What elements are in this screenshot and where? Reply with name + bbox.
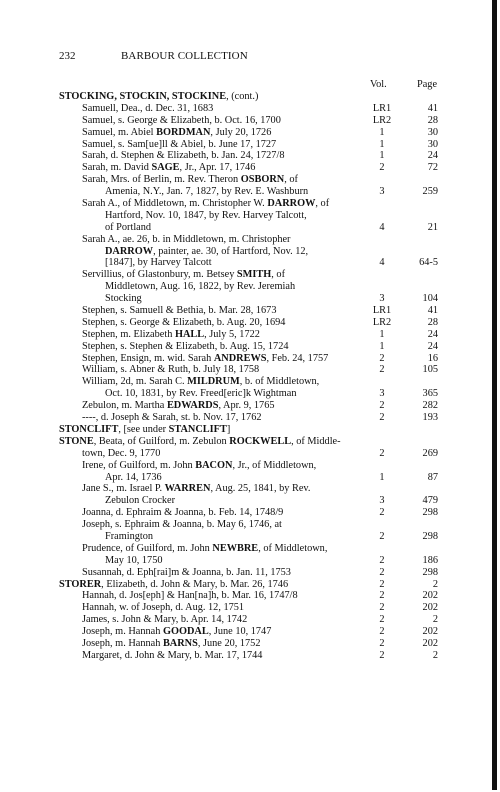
entry-line bbox=[2, 305, 482, 317]
entry-line bbox=[2, 531, 482, 543]
page-cell: 30 bbox=[427, 126, 438, 138]
volume-cell: 4 bbox=[379, 221, 385, 233]
entry-line bbox=[2, 507, 482, 519]
entry-text: Samuel, m. Abiel BORDMAN, July 20, 1726 bbox=[82, 126, 272, 138]
entry-line bbox=[2, 198, 482, 210]
entry-text: William, 2d, m. Sarah C. MILDRUM, b. of Middletown, bbox=[82, 376, 320, 388]
page-cell: 64-5 bbox=[419, 257, 438, 269]
page-cell: 193 bbox=[422, 412, 438, 424]
entry-text: STOCKING, STOCKIN, STOCKINE, (cont.) bbox=[59, 91, 259, 102]
page-cell: 16 bbox=[427, 352, 438, 364]
record-entry bbox=[2, 614, 482, 626]
entry-text: of Portland bbox=[105, 221, 152, 233]
entry-text: Joanna, d. Ephraim & Joanna, b. Feb. 14, 1748/9 bbox=[82, 507, 284, 519]
entry-line bbox=[2, 460, 482, 472]
volume-cell: LR2 bbox=[372, 114, 392, 126]
page-header bbox=[59, 51, 439, 65]
page-cell: 24 bbox=[427, 328, 438, 340]
entry-line bbox=[2, 150, 482, 162]
volume-cell: LR1 bbox=[372, 102, 392, 114]
entry-line bbox=[2, 234, 482, 246]
entry-text: Samuell, Dea., d. Dec. 31, 1683 bbox=[82, 102, 214, 114]
entry-text: Jane S., m. Israel P. WARREN, Aug. 25, 1841, by Rev. bbox=[82, 483, 311, 495]
record-entry bbox=[2, 127, 482, 139]
volume-cell: 2 bbox=[379, 637, 385, 649]
entry-list bbox=[2, 91, 482, 662]
record-entry bbox=[2, 103, 482, 115]
volume-cell: 1 bbox=[379, 138, 385, 150]
page-cell: 2 bbox=[432, 578, 438, 590]
entry-line bbox=[2, 567, 482, 579]
volume-cell: 2 bbox=[379, 566, 385, 578]
volume-cell: 3 bbox=[379, 388, 385, 400]
volume-cell: 2 bbox=[379, 530, 385, 542]
page-cell: 259 bbox=[422, 186, 438, 198]
entry-text: STONE, Beata, of Guilford, m. Zebulon ROCKWELL, of Middle- bbox=[59, 435, 341, 447]
entry-text: Stephen, Ensign, m. wid. Sarah ANDREWS, Feb. 24, 1757 bbox=[82, 352, 329, 364]
page-cell: 298 bbox=[422, 507, 438, 519]
record-entry bbox=[2, 305, 482, 317]
page-cell: 28 bbox=[427, 316, 438, 328]
entry-line bbox=[2, 186, 482, 198]
entry-text: Sarah A., ae. 26, b. in Middletown, m. Christopher bbox=[82, 233, 291, 245]
record-entry bbox=[2, 507, 482, 519]
page-cell: 21 bbox=[427, 221, 438, 233]
entry-text: Prudence, of Guilford, m. John NEWBRE, of Middletown, bbox=[82, 542, 328, 554]
entry-text: William, s. Abner & Ruth, b. July 18, 1758 bbox=[82, 364, 260, 376]
volume-cell: 2 bbox=[379, 626, 385, 638]
page-cell: 479 bbox=[422, 495, 438, 507]
entry-line bbox=[2, 519, 482, 531]
entry-line bbox=[2, 317, 482, 329]
entry-text: STONCLIFT, [see under STANCLIFT] bbox=[59, 423, 231, 435]
record-entry bbox=[2, 638, 482, 650]
page-cell: 104 bbox=[422, 293, 438, 305]
record-entry bbox=[2, 317, 482, 329]
entry-line bbox=[2, 269, 482, 281]
page-cell: 41 bbox=[427, 305, 438, 317]
entry-text: Sarah A., of Middletown, m. Christopher W. DARROW, of bbox=[82, 198, 330, 210]
volume-cell: 2 bbox=[379, 649, 385, 661]
record-entry bbox=[2, 174, 482, 198]
entry-text: DARROW, painter, ae. 30, of Hartford, Nov. 12, bbox=[105, 245, 309, 257]
entry-text: ----, d. Joseph & Sarah, st. b. Nov. 17, 1762 bbox=[82, 412, 262, 424]
entry-line bbox=[2, 650, 482, 662]
record-entry bbox=[2, 412, 482, 424]
record-entry bbox=[2, 269, 482, 305]
entry-text: Middletown, Aug. 16, 1822, by Rev. Jeremiah bbox=[105, 281, 296, 293]
volume-cell: 1 bbox=[379, 328, 385, 340]
entry-text: Samuel, s. George & Elizabeth, b. Oct. 16, 1700 bbox=[82, 114, 281, 126]
entry-text: Amenia, N.Y., Jan. 7, 1827, by Rev. E. Washburn bbox=[105, 186, 309, 198]
entry-text: Hannah, d. Jos[eph] & Han[na]h, b. Mar. 16, 1747/8 bbox=[82, 590, 298, 602]
volume-cell: 2 bbox=[379, 364, 385, 376]
entry-line bbox=[2, 222, 482, 234]
entry-line bbox=[2, 376, 482, 388]
entry-line bbox=[2, 483, 482, 495]
entry-line bbox=[2, 246, 482, 258]
entry-text: Stocking bbox=[105, 293, 142, 305]
page-cell: 365 bbox=[422, 388, 438, 400]
page-cell: 2 bbox=[432, 649, 438, 661]
volume-cell: LR1 bbox=[372, 305, 392, 317]
entry-text: Framington bbox=[105, 530, 154, 542]
surname-entry bbox=[2, 436, 482, 460]
page-cell: 24 bbox=[427, 150, 438, 162]
entry-text: Samuel, s. Sam[ue]ll & Abiel, b. June 17, 1727 bbox=[82, 138, 277, 150]
record-entry bbox=[2, 364, 482, 376]
entry-line bbox=[2, 91, 482, 103]
record-entry bbox=[2, 460, 482, 484]
page-number: 232 bbox=[59, 50, 76, 62]
entry-text: Hartford, Nov. 10, 1847, by Rev. Harvey Talcott, bbox=[105, 209, 307, 221]
volume-column-header: Vol. bbox=[370, 79, 387, 90]
volume-cell: 2 bbox=[379, 412, 385, 424]
page-cell: 24 bbox=[427, 340, 438, 352]
volume-cell: 1 bbox=[379, 340, 385, 352]
volume-cell: 2 bbox=[379, 162, 385, 174]
entry-line bbox=[2, 412, 482, 424]
page-cell: 105 bbox=[422, 364, 438, 376]
entry-line bbox=[2, 353, 482, 365]
page-cell: 202 bbox=[422, 590, 438, 602]
volume-cell: 2 bbox=[379, 614, 385, 626]
page-cell: 269 bbox=[422, 447, 438, 459]
page-cell: 186 bbox=[422, 554, 438, 566]
volume-cell: 1 bbox=[379, 471, 385, 483]
entry-text: Joseph, s. Ephraim & Joanna, b. May 6, 1746, at bbox=[82, 519, 282, 531]
volume-cell: 3 bbox=[379, 293, 385, 305]
page-cell: 202 bbox=[422, 602, 438, 614]
volume-cell: 2 bbox=[379, 590, 385, 602]
entry-line bbox=[2, 281, 482, 293]
volume-cell: 2 bbox=[379, 602, 385, 614]
record-entry bbox=[2, 353, 482, 365]
volume-cell: 1 bbox=[379, 126, 385, 138]
record-entry bbox=[2, 519, 482, 543]
entry-line bbox=[2, 472, 482, 484]
entry-line bbox=[2, 626, 482, 638]
entry-line bbox=[2, 210, 482, 222]
entry-text: Apr. 14, 1736 bbox=[105, 471, 162, 483]
page-title: BARBOUR COLLECTION bbox=[121, 50, 248, 62]
entry-line bbox=[2, 495, 482, 507]
entry-text: [1847], by Harvey Talcott bbox=[105, 257, 212, 269]
volume-cell: LR2 bbox=[372, 316, 392, 328]
record-entry bbox=[2, 590, 482, 602]
record-entry bbox=[2, 602, 482, 614]
entry-line bbox=[2, 614, 482, 626]
entry-text: Joseph, m. Hannah GOODAL, June 10, 1747 bbox=[82, 626, 272, 638]
entry-text: STORER, Elizabeth, d. John & Mary, b. Mar. 26, 1746 bbox=[59, 578, 289, 590]
entry-text: Irene, of Guilford, m. John BACON, Jr., of Middletown, bbox=[82, 459, 317, 471]
entry-line bbox=[2, 364, 482, 376]
entry-line bbox=[2, 174, 482, 186]
entry-text: Stephen, m. Elizabeth HALL, July 5, 1722 bbox=[82, 328, 260, 340]
record-entry bbox=[2, 139, 482, 151]
volume-cell: 4 bbox=[379, 257, 385, 269]
entry-text: Sarah, d. Stephen & Elizabeth, b. Jan. 24, 1727/8 bbox=[82, 150, 285, 162]
surname-entry bbox=[2, 424, 482, 436]
entry-text: Hannah, w. of Joseph, d. Aug. 12, 1751 bbox=[82, 602, 245, 614]
entry-text: May 10, 1750 bbox=[105, 554, 163, 566]
entry-line bbox=[2, 638, 482, 650]
record-entry bbox=[2, 162, 482, 174]
entry-line bbox=[2, 388, 482, 400]
record-entry bbox=[2, 234, 482, 270]
entry-line bbox=[2, 162, 482, 174]
entry-line bbox=[2, 329, 482, 341]
entry-text: Zebulon Crocker bbox=[105, 495, 176, 507]
record-entry bbox=[2, 483, 482, 507]
entry-line bbox=[2, 602, 482, 614]
entry-text: James, s. John & Mary, b. Apr. 14, 1742 bbox=[82, 614, 248, 626]
entry-line bbox=[2, 127, 482, 139]
page-cell: 28 bbox=[427, 114, 438, 126]
page-cell: 298 bbox=[422, 566, 438, 578]
record-entry bbox=[2, 400, 482, 412]
entry-line bbox=[2, 424, 482, 436]
entry-line bbox=[2, 555, 482, 567]
entry-line bbox=[2, 543, 482, 555]
entry-line bbox=[2, 590, 482, 602]
document-page bbox=[2, 0, 497, 790]
record-entry bbox=[2, 115, 482, 127]
entry-text: Stephen, s. Stephen & Elizabeth, b. Aug. 15, 1724 bbox=[82, 340, 289, 352]
record-entry bbox=[2, 567, 482, 579]
entry-line bbox=[2, 400, 482, 412]
volume-cell: 3 bbox=[379, 186, 385, 198]
entry-line bbox=[2, 341, 482, 353]
volume-cell: 2 bbox=[379, 507, 385, 519]
page-cell: 298 bbox=[422, 530, 438, 542]
page-cell: 202 bbox=[422, 637, 438, 649]
record-entry bbox=[2, 198, 482, 234]
page-cell: 72 bbox=[427, 162, 438, 174]
entry-text: town, Dec. 9, 1770 bbox=[82, 447, 161, 459]
record-entry bbox=[2, 543, 482, 567]
entry-text: Sarah, m. David SAGE, Jr., Apr. 17, 1746 bbox=[82, 162, 256, 174]
entry-text: Margaret, d. John & Mary, b. Mar. 17, 1744 bbox=[82, 649, 263, 661]
volume-cell: 2 bbox=[379, 400, 385, 412]
entry-text: Stephen, s. George & Elizabeth, b. Aug. 20, 1694 bbox=[82, 316, 286, 328]
entry-line bbox=[2, 103, 482, 115]
record-entry bbox=[2, 341, 482, 353]
entry-text: Susannah, d. Eph[rai]m & Joanna, b. Jan. 11, 1753 bbox=[82, 566, 291, 578]
page-cell: 2 bbox=[432, 614, 438, 626]
page-cell: 202 bbox=[422, 626, 438, 638]
record-entry bbox=[2, 150, 482, 162]
volume-cell: 2 bbox=[379, 352, 385, 364]
surname-entry bbox=[2, 579, 482, 591]
entry-line bbox=[2, 257, 482, 269]
entry-line bbox=[2, 139, 482, 151]
volume-cell: 2 bbox=[379, 554, 385, 566]
entry-line bbox=[2, 448, 482, 460]
entry-text: Servillius, of Glastonbury, m. Betsey SMITH, of bbox=[82, 269, 285, 281]
volume-cell: 2 bbox=[379, 578, 385, 590]
page-cell: 30 bbox=[427, 138, 438, 150]
entry-text: Joseph, m. Hannah BARNS, June 20, 1752 bbox=[82, 637, 261, 649]
record-entry bbox=[2, 376, 482, 400]
volume-cell: 3 bbox=[379, 495, 385, 507]
page-cell: 41 bbox=[427, 102, 438, 114]
entry-text: Oct. 10, 1831, by Rev. Freed[eric]k Wightman bbox=[105, 388, 297, 400]
entry-text: Sarah, Mrs. of Berlin, m. Rev. Theron OSBORN, of bbox=[82, 174, 298, 186]
entry-line bbox=[2, 115, 482, 127]
entry-line bbox=[2, 293, 482, 305]
entry-line bbox=[2, 579, 482, 591]
record-entry bbox=[2, 329, 482, 341]
record-entry bbox=[2, 626, 482, 638]
page-cell: 87 bbox=[427, 471, 438, 483]
volume-cell: 1 bbox=[379, 150, 385, 162]
page-cell: 282 bbox=[422, 400, 438, 412]
entry-text: Stephen, s. Samuell & Bethia, b. Mar. 28, 1673 bbox=[82, 305, 277, 317]
page-column-header: Page bbox=[417, 79, 438, 90]
column-headers bbox=[2, 79, 482, 91]
entry-line bbox=[2, 436, 482, 448]
volume-cell: 2 bbox=[379, 447, 385, 459]
entry-text: Zebulon, m. Martha EDWARDS, Apr. 9, 1765 bbox=[82, 400, 275, 412]
record-entry bbox=[2, 650, 482, 662]
surname-entry bbox=[2, 91, 482, 103]
